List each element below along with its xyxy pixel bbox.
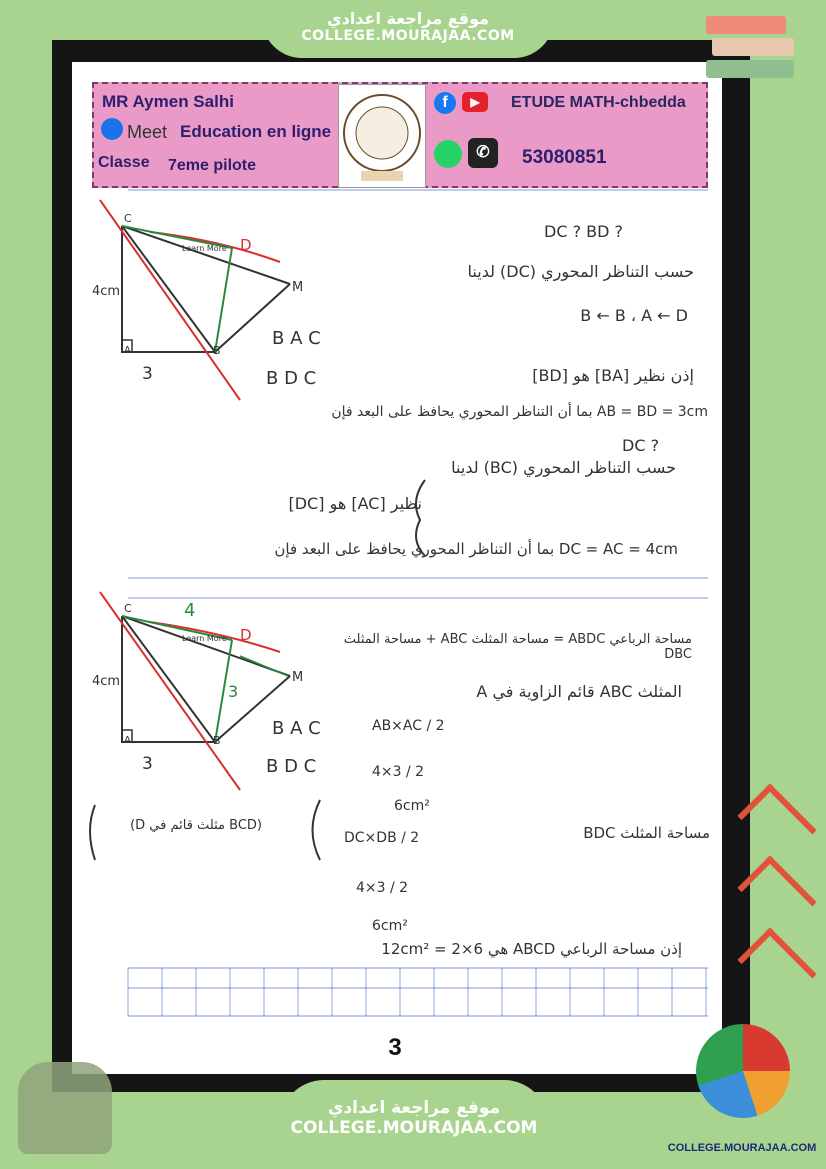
books-icon xyxy=(706,12,798,86)
note-f3: 6cm² xyxy=(394,798,430,814)
note-l1: حسب التناظر المحوري (DC) لدينا xyxy=(467,262,694,281)
vertex-b-1: B xyxy=(213,344,221,357)
note-l7: DC = AC = 4cm بما أن التناظر المحوري يحافظ على البعد فإن xyxy=(274,540,678,558)
site-logo xyxy=(696,1024,790,1118)
mapping-top-1: B A C xyxy=(272,328,321,349)
site-arabic-name-bottom: موقع مراجعة اعدادي xyxy=(327,1098,501,1118)
note-f4: DC×DB / 2 xyxy=(344,830,420,846)
mapping-top-2: B A C xyxy=(272,718,321,739)
facebook-icon[interactable]: f xyxy=(434,92,456,114)
figure-2 xyxy=(100,592,290,790)
side-ca-2: 4cm xyxy=(92,674,121,689)
vertex-m-2: M xyxy=(292,670,304,685)
site-banner-bottom[interactable] xyxy=(280,1080,548,1169)
backpack-icon xyxy=(18,1062,112,1154)
phone-icon[interactable]: ✆ xyxy=(468,138,498,168)
vertex-b-2: B xyxy=(213,734,221,747)
figure-1 xyxy=(100,200,290,400)
overlay-text-2: Learn More xyxy=(182,634,227,643)
class-value: 7eme pilote xyxy=(168,157,257,174)
green-label-4: 4 xyxy=(184,600,196,621)
channel-name: ETUDE MATH-chbedda xyxy=(511,94,686,111)
note-f5: 4×3 / 2 xyxy=(356,880,409,896)
note-l6: نظير [AC] هو [DC] xyxy=(288,494,422,513)
note-f1: AB×AC / 2 xyxy=(372,718,445,734)
platform-name: Education en ligne xyxy=(180,122,332,141)
overlay-text-1: Learn More xyxy=(182,244,227,253)
vertex-a-1: A xyxy=(124,345,131,356)
note-f6: 6cm² xyxy=(372,918,408,934)
vertex-c-2: C xyxy=(124,602,132,615)
note-l9: المثلث ABC قائم الزاوية في A xyxy=(476,682,682,701)
site-url[interactable]: COLLEGE.MOURAJAA.COM xyxy=(301,28,515,44)
side-ca-1: 4cm xyxy=(92,284,121,299)
mapping-bottom-2: B D C xyxy=(266,756,317,777)
note-l10: مساحة المثلث BDC xyxy=(583,824,710,842)
vertex-m-1: M xyxy=(292,280,304,295)
site-brand[interactable]: COLLEGE.MOURAJAA.COM xyxy=(667,1142,817,1154)
site-banner-top[interactable] xyxy=(262,0,554,58)
note-l8: مساحة الرباعي ABDC = مساحة المثلث ABC + مساحة المثلث DBC xyxy=(343,632,692,662)
note-f2: 4×3 / 2 xyxy=(372,764,425,780)
phone-number: 53080851 xyxy=(522,147,607,168)
vertex-c-1: C xyxy=(124,212,132,225)
note-q2: DC ? xyxy=(622,436,660,455)
side-ab-2: 3 xyxy=(142,754,153,774)
site-arabic-name: موقع مراجعة اعدادي xyxy=(326,9,490,28)
page-number: 3 xyxy=(388,1034,402,1061)
teacher-name: MR Aymen Salhi xyxy=(102,92,234,111)
meet-label: Meet xyxy=(127,122,168,142)
note-l5: حسب التناظر المحوري (BC) لدينا xyxy=(451,458,676,477)
youtube-icon[interactable]: ▶ xyxy=(462,92,488,112)
green-label-3: 3 xyxy=(228,682,239,701)
side-ab-1: 3 xyxy=(142,364,153,384)
vertex-a-2: A xyxy=(124,735,131,746)
note-l3: إذن نظير [BA] هو [BD] xyxy=(532,366,694,385)
class-label: Classe xyxy=(98,154,150,171)
note-q1: DC ? BD ? xyxy=(544,222,624,241)
note-l2: B ← B ، A ← D xyxy=(580,306,688,325)
vertex-d-1: D xyxy=(240,236,252,254)
mapping-bottom-1: B D C xyxy=(266,368,317,389)
site-url-bottom[interactable]: COLLEGE.MOURAJAA.COM xyxy=(290,1118,538,1138)
note-l4: AB = BD = 3cm بما أن التناظر المحوري يحافظ على البعد فإن xyxy=(331,404,708,420)
vertex-d-2: D xyxy=(240,626,252,644)
note-l11: (BCD مثلث قائم في D) xyxy=(130,818,262,833)
note-l12: إذن مساحة الرباعي ABCD هي 6×2 = 12cm² xyxy=(381,940,682,958)
